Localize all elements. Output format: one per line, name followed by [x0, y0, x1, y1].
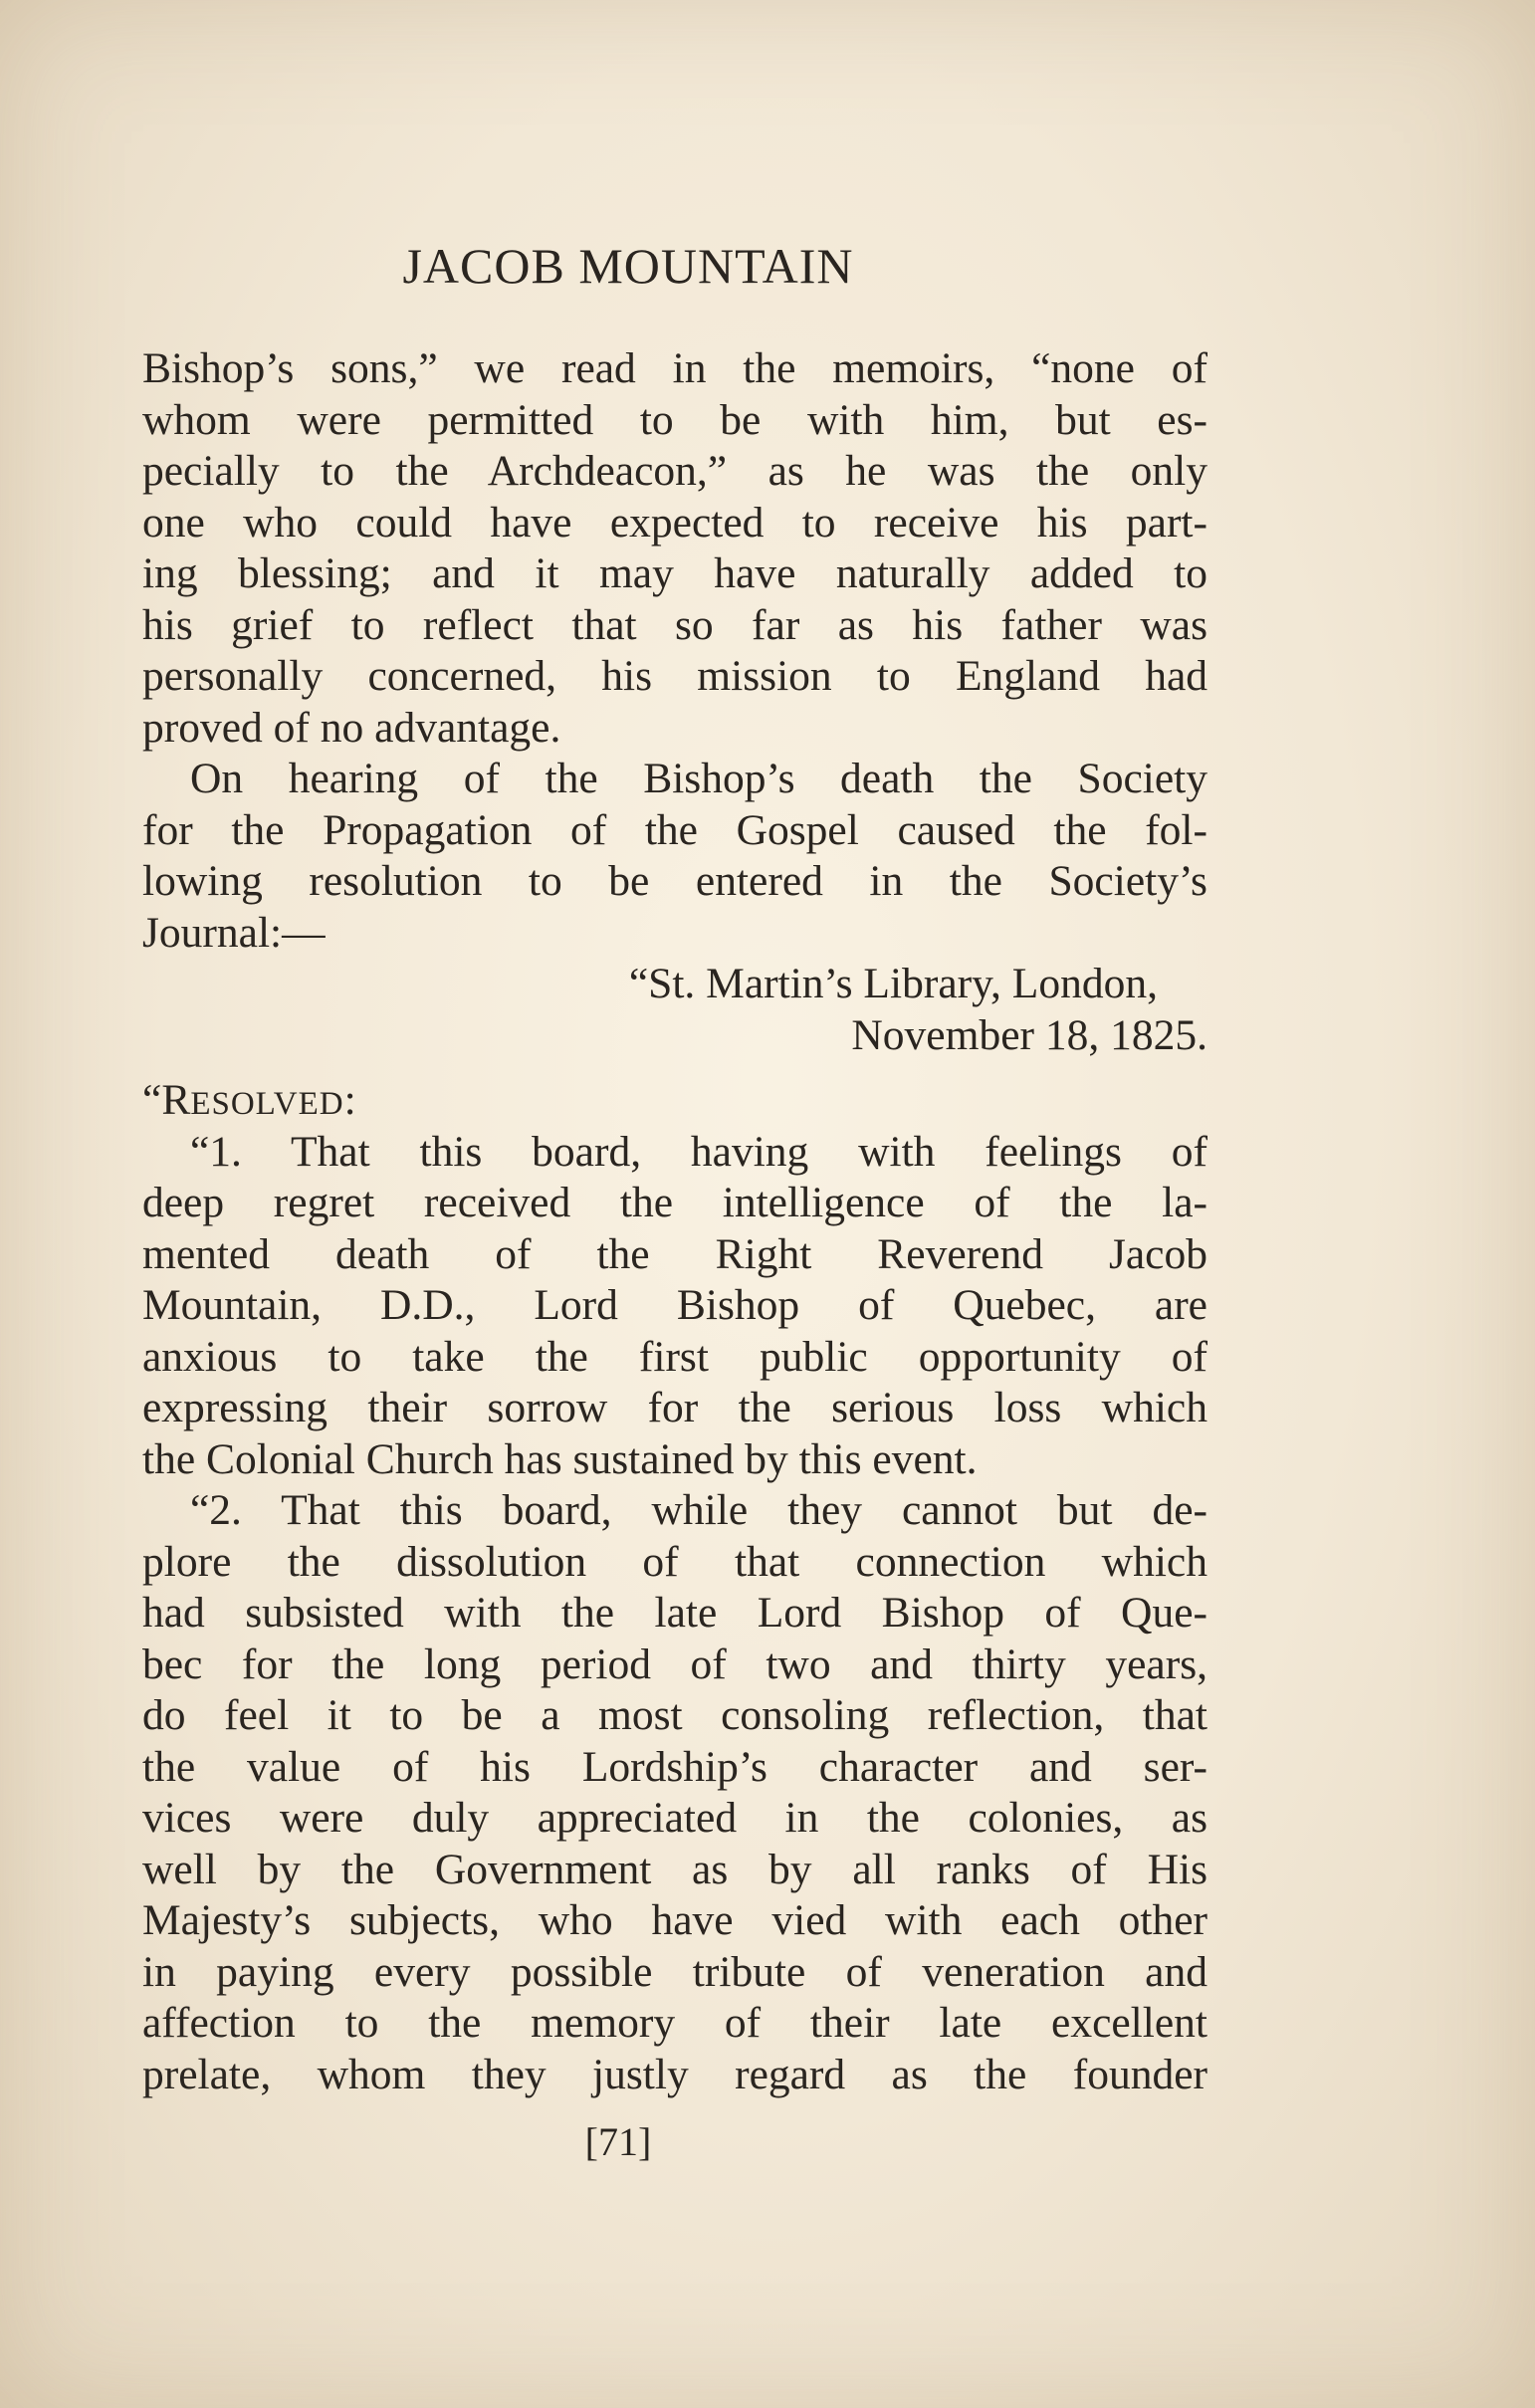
resolved-colon: :	[343, 1076, 356, 1124]
text-line: lowing resolution to be entered in the Society’s	[142, 857, 1207, 905]
text-line: had subsisted with the late Lord Bishop of Que-	[142, 1589, 1207, 1637]
dateline-place: “St. Martin’s Library, London,	[628, 960, 1158, 1007]
text-line: the value of his Lordship’s character and ser-	[142, 1742, 1207, 1791]
text-line: his grief to reflect that so far as his father was	[142, 600, 1207, 649]
text-line: the Colonial Church has sustained by this event.	[142, 1434, 978, 1483]
text-line: On hearing of the Bishop’s death the Society	[190, 755, 1207, 802]
resolved-open-quote: “	[142, 1076, 162, 1124]
page-number: [71]	[584, 2119, 652, 2164]
text-line: do feel it to be a most consoling reflection, that	[142, 1691, 1207, 1739]
text-line: mented death of the Right Reverend Jacob	[142, 1229, 1207, 1278]
text-line: vices were duly appreciated in the colonies, as	[142, 1794, 1207, 1842]
text-line: affection to the memory of their late excellent	[142, 1999, 1207, 2047]
text-line: expressing their sorrow for the serious loss which	[142, 1384, 1207, 1431]
text-line: “2. That this board, while they cannot but de-	[190, 1486, 1207, 1534]
text-line: deep regret received the intelligence of the la-	[142, 1179, 1207, 1226]
text-line: anxious to take the first public opportunity of	[142, 1332, 1207, 1381]
text-line: bec for the long period of two and thirty years,	[142, 1640, 1207, 1688]
text-line: pecially to the Archdeacon,” as he was the only	[142, 447, 1207, 495]
dateline-date: November 18, 1825.	[851, 1010, 1207, 1059]
text-line: in paying every possible tribute of veneration and	[142, 1947, 1207, 1996]
text-line: Journal:—	[142, 908, 326, 957]
text-line: Bishop’s sons,” we read in the memoirs, “none of	[142, 344, 1207, 392]
text-line: well by the Government as by all ranks of His	[142, 1845, 1207, 1893]
text-line: Mountain, D.D., Lord Bishop of Quebec, are	[142, 1281, 1207, 1329]
text-line: plore the dissolution of that connection which	[142, 1537, 1207, 1586]
text-line: ing blessing; and it may have naturally added to	[142, 549, 1207, 597]
resolved-heading	[142, 1075, 1207, 1127]
text-line: proved of no advantage.	[142, 703, 561, 752]
resolved-small-caps: ESOLVED	[190, 1086, 344, 1122]
text-line: prelate, whom they justly regard as the founder	[142, 2050, 1207, 2098]
text-line: whom were permitted to be with him, but es-	[142, 395, 1207, 444]
text-line: one who could have expected to receive his part-	[142, 498, 1207, 547]
text-line: personally concerned, his mission to England had	[142, 652, 1207, 700]
running-head: JACOB MOUNTAIN	[402, 238, 854, 294]
text-line: Majesty’s subjects, who have vied with each other	[142, 1896, 1207, 1944]
body-text	[142, 343, 1207, 2100]
resolved-first-letter: R	[161, 1076, 191, 1124]
text-line: for the Propagation of the Gospel caused the fol-	[142, 805, 1207, 854]
text-line: “1. That this board, having with feelings of	[190, 1127, 1207, 1176]
